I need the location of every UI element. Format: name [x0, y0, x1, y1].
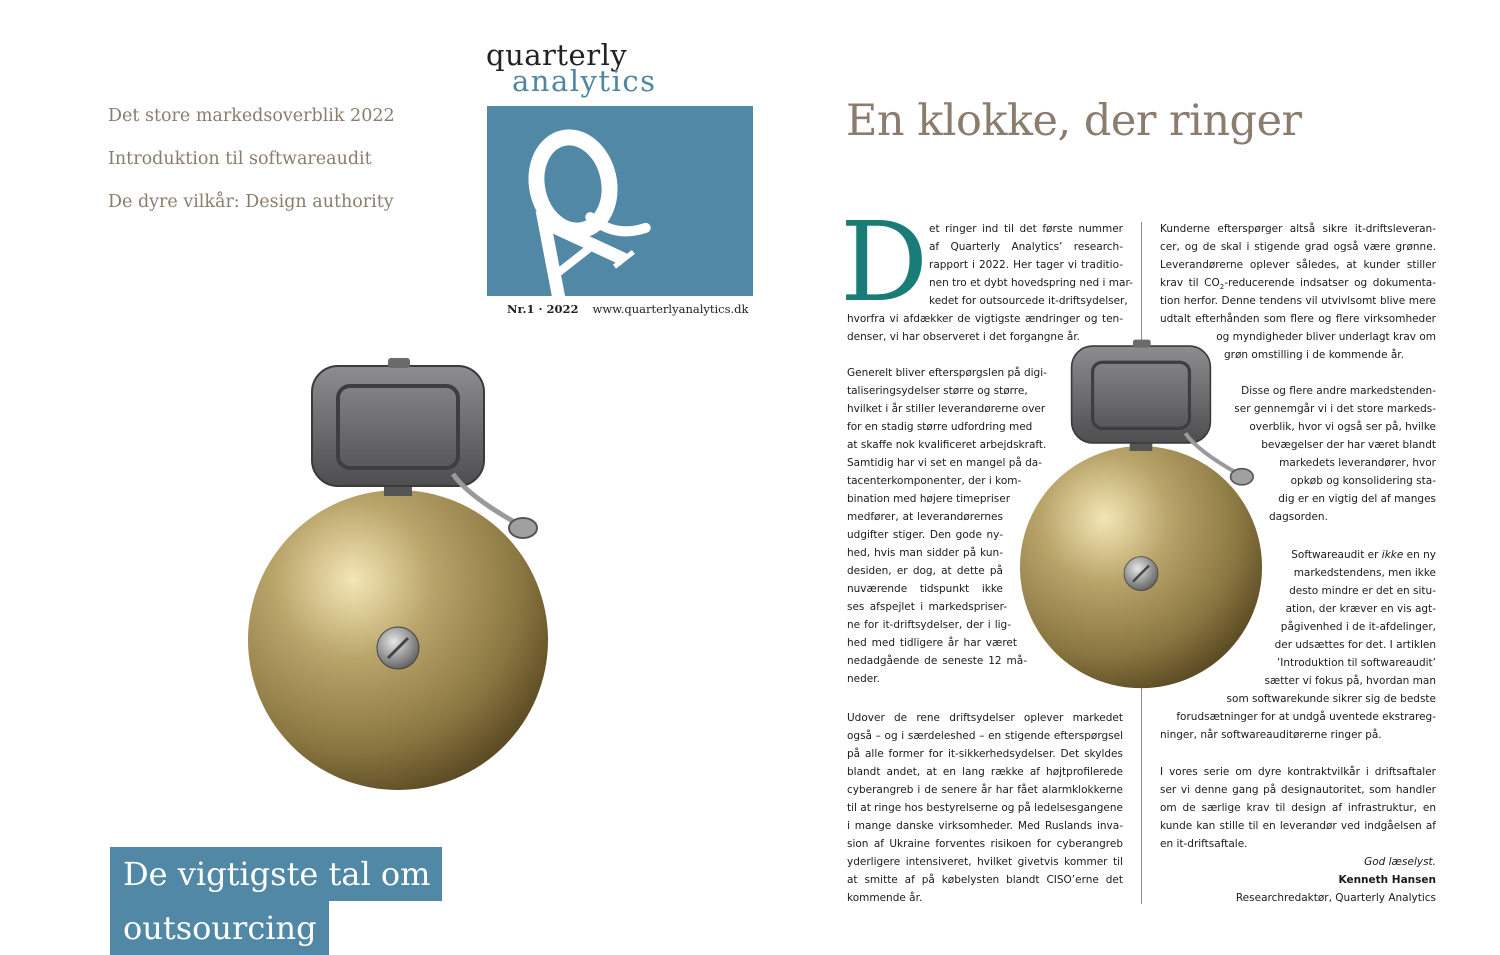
text-fragment: en ny [1403, 549, 1436, 561]
text-line: Samtidig har vi set en mangel på da- [847, 457, 1043, 469]
text-line: tion herfor. Denne tendens vil utvivlsomt blive mere [1160, 295, 1436, 307]
text-line: yderligere intensiveret, hvilket givetvis kommer til [847, 856, 1123, 868]
issue-number: Nr.1 · 2022 [507, 302, 579, 316]
text-line: kommende år. [847, 892, 923, 904]
text-line: udtalt efterhånden som flere og flere virksomheder [1160, 313, 1436, 325]
text-line: sion af Ukraine forventes risikoen for cyberangreb [847, 838, 1123, 850]
co2-subscript: 2 [1219, 283, 1225, 292]
toc-item-softwareaudit[interactable]: Introduktion til softwareaudit [108, 149, 372, 169]
text-line: opkøb og konsolidering sta- [1290, 475, 1436, 487]
text-line: hvilket i år stiller leverandørerne over [847, 403, 1046, 415]
text-line: nen tro et dybt hovedspring ned i mar- [929, 277, 1133, 289]
signoff-greeting: God læselyst. [1364, 856, 1436, 868]
toc-item-markedsoverblik[interactable]: Det store markedsoverblik 2022 [108, 106, 395, 126]
col1-paragraph-3 [847, 709, 1123, 907]
text-line: til at ringe hos bestyrelserne og på ledelsesgangene [847, 802, 1123, 814]
text-line: grøn omstilling i de kommende år. [1224, 349, 1404, 361]
text-line: bination med højere timepriser [847, 493, 1011, 505]
text-line: ation, der kræver en vis agt- [1285, 603, 1436, 615]
text-line: at skaffe nok kvalificeret arbejdskraft. [847, 439, 1047, 451]
text-line: nedadgående de seneste 12 må- [847, 655, 1027, 667]
text-line: I vores serie om dyre kontraktvilkår i driftsaftaler [1160, 766, 1436, 778]
text-line: af Quarterly Analytics’ research- [929, 241, 1123, 253]
dropcap: D [840, 198, 929, 326]
text-line: at smitte af på købelysten blandt CISO’erne det [847, 874, 1123, 886]
text-line: cyberangreb i de senere år har fået alarmklokkerne [847, 784, 1123, 796]
text-line: hed, hvis man sidder på kun- [847, 547, 1003, 559]
headline-line-2: outsourcing [110, 901, 329, 955]
col2-paragraph-1 [1160, 220, 1436, 364]
text-line: udgifter stiger. Den gode ny- [847, 529, 1003, 541]
text-line: ser gennemgår vi i det store markeds- [1234, 403, 1436, 415]
text-line-co2 [1160, 274, 1436, 292]
logo-wordmark-line1: quarterly [486, 38, 628, 72]
text-line: bevægelser der har været blandt [1261, 439, 1436, 451]
signoff-role: Researchredaktør, Quarterly Analytics [1235, 892, 1436, 904]
text-line: en it-driftsaftale. [1160, 838, 1248, 850]
text-line: kedet for outsourcede it-driftsydelser, [929, 295, 1128, 307]
col2-paragraph-4 [1160, 763, 1436, 853]
text-fragment: Softwareaudit er [1291, 549, 1382, 561]
logo-monogram [487, 106, 753, 296]
text-line: overblik, hvor vi også ser på, hvilke [1249, 421, 1436, 433]
text-line: ser vi denne gang på designautoritet, som handler [1160, 784, 1436, 796]
text-line: desiden, er dog, at dette på [847, 565, 1003, 577]
text-line: Disse og flere andre markedstenden- [1241, 385, 1436, 397]
text-line: Udover de rene driftsydelser oplever markedet [847, 712, 1123, 724]
text-line: ’Introduktion til softwareaudit’ [1276, 657, 1436, 669]
text-line: denser, vi har observeret i det forgangne år. [847, 331, 1081, 343]
signoff-name: Kenneth Hansen [1338, 874, 1436, 886]
text-line: dig er en vigtig del af manges [1278, 493, 1436, 505]
issue-url[interactable]: www.quarterlyanalytics.dk [592, 302, 749, 316]
qa-monogram-icon [487, 106, 753, 296]
text-line: pågivenhed i de it-afdelinger, [1280, 621, 1436, 633]
text-emphasis: ikke [1381, 549, 1404, 561]
text-line: markedstendens, men ikke [1293, 567, 1436, 579]
logo-wordmark-line2: analytics [512, 64, 657, 98]
col1-paragraph-1 [847, 220, 1133, 346]
text-line: som softwarekunde sikrer sig de bedste [1226, 693, 1436, 705]
text-line: på alle former for it-sikkerhedsydelser. Det skyldes [847, 748, 1123, 760]
issue-line [507, 302, 749, 316]
text-line: Leverandørerne oplever således, at kunder stiller [1160, 259, 1436, 271]
text-line: om de særlige krav til design af infrastruktur, en [1160, 802, 1436, 814]
text-line: Generelt bliver efterspørgslen på digi- [847, 367, 1047, 379]
toc-item-design-authority[interactable]: De dyre vilkår: Design authority [108, 192, 394, 212]
col2-paragraph-3 [1160, 546, 1436, 744]
bell-illustration-large [248, 356, 548, 800]
text-line: ses afspejlet i markedspriser- [847, 601, 1007, 613]
text-line: dagsorden. [1269, 511, 1328, 523]
text-line: kunde kan stille til en leverandør ved indgåelsen af [1160, 820, 1436, 832]
bell-icon [248, 356, 548, 796]
co2-pre: krav til CO [1160, 277, 1220, 289]
text-line: der udsættes for det. I artiklen [1274, 639, 1436, 651]
text-line: et ringer ind til det første nummer [929, 223, 1123, 235]
text-line: nuværende tidspunkt ikke [847, 583, 1003, 595]
text-line: medfører, at leverandørernes [847, 511, 1003, 523]
text-line: blandt andet, at en lang række af højtprofilerede [847, 766, 1123, 778]
text-line: i mange danske virksomheder. Med Ruslands inva- [847, 820, 1123, 832]
text-line: hed med tidligere år har været [847, 637, 1017, 649]
text-line: rapport i 2022. Her tager vi traditio- [929, 259, 1123, 271]
col2-paragraph-2 [1160, 382, 1436, 526]
text-line: ninger, når softwareauditørerne ringer på. [1160, 729, 1382, 741]
text-line: for en stadig større udfordring med [847, 421, 1033, 433]
text-line: tacenterkomponenter, der i kom- [847, 475, 1022, 487]
col1-paragraph-2 [847, 364, 1047, 688]
text-line: Kunderne efterspørger altså sikre it-driftsleveran- [1160, 223, 1436, 235]
text-line-softwareaudit [1160, 546, 1436, 564]
text-line: hvorfra vi afdækker de vigtigste ændringer og ten- [847, 313, 1123, 325]
article-title: En klokke, der ringer [846, 96, 1302, 146]
text-line: markedets leverandører, hvor [1279, 457, 1436, 469]
text-line: og myndigheder bliver underlagt krav om [1216, 331, 1436, 343]
text-line: forudsætninger for at undgå uventede ekstrareg- [1176, 711, 1436, 723]
text-line: også – og i særdeleshed – en stigende efterspørgsel [847, 730, 1123, 742]
table-of-contents [108, 102, 395, 231]
text-line: cer, og de skal i stigende grad også være grønne. [1160, 241, 1436, 253]
headline-box [110, 847, 442, 955]
headline-line-1: De vigtigste tal om [110, 847, 442, 901]
text-line: desto mindre er det en situ- [1289, 585, 1436, 597]
text-line: sætter vi fokus på, hvordan man [1264, 675, 1436, 687]
text-line: neder. [847, 673, 880, 685]
text-line: taliseringsydelser større og større, [847, 385, 1028, 397]
text-line: ne for it-driftsydelser, der i lig- [847, 619, 1011, 631]
co2-post: -reducerende indsatser og dokumenta- [1224, 277, 1436, 289]
